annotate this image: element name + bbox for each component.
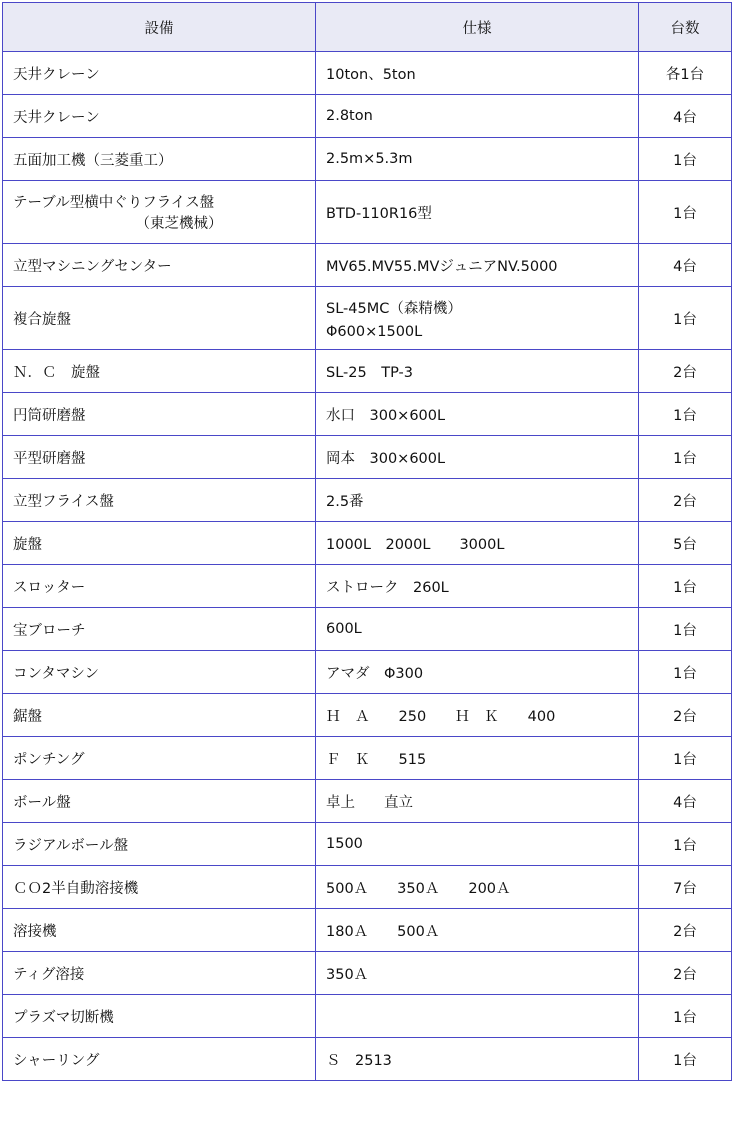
equipment-name: ＣＯ2半自動溶接機 bbox=[13, 880, 139, 897]
count-cell: 1台 bbox=[639, 651, 732, 694]
table-row bbox=[3, 694, 732, 737]
equipment-cell bbox=[3, 866, 316, 909]
equipment-name: 平型研磨盤 bbox=[13, 450, 86, 467]
header-count: 台数 bbox=[639, 3, 732, 52]
spec-line: 2.5m×5.3m bbox=[326, 151, 413, 167]
table-header-row bbox=[3, 3, 732, 52]
equipment-name: Ｎ．Ｃ 旋盤 bbox=[13, 364, 100, 381]
spec-cell bbox=[316, 393, 639, 436]
count-cell: 5台 bbox=[639, 522, 732, 565]
equipment-name: 五面加工機（三菱重工） bbox=[13, 152, 173, 169]
count-cell: 7台 bbox=[639, 866, 732, 909]
spec-cell bbox=[316, 995, 639, 1038]
count-cell: 4台 bbox=[639, 244, 732, 287]
count-cell: 2台 bbox=[639, 909, 732, 952]
count-cell: 各1台 bbox=[639, 52, 732, 95]
spec-cell bbox=[316, 436, 639, 479]
table-row bbox=[3, 393, 732, 436]
spec-cell bbox=[316, 479, 639, 522]
equipment-cell bbox=[3, 244, 316, 287]
equipment-name: テーブル型横中ぐりフライス盤 bbox=[13, 195, 215, 211]
equipment-cell bbox=[3, 995, 316, 1038]
equipment-name: 天井クレーン bbox=[13, 66, 100, 83]
equipment-name: 宝ブローチ bbox=[13, 622, 86, 639]
spec-cell bbox=[316, 522, 639, 565]
spec-line: 180Ａ 500Ａ bbox=[326, 923, 440, 940]
spec-cell bbox=[316, 909, 639, 952]
count-cell: 1台 bbox=[639, 608, 732, 651]
count-cell: 2台 bbox=[639, 694, 732, 737]
equipment-cell bbox=[3, 350, 316, 393]
table-row bbox=[3, 95, 732, 138]
equipment-cell bbox=[3, 651, 316, 694]
spec-line: 600L bbox=[326, 621, 362, 637]
equipment-cell bbox=[3, 479, 316, 522]
spec-line: アマダ Φ300 bbox=[326, 665, 424, 682]
count-cell: 2台 bbox=[639, 479, 732, 522]
spec-line: BTD-110R16型 bbox=[326, 205, 432, 222]
equipment-maker: （東芝機械） bbox=[135, 216, 223, 232]
count-cell: 1台 bbox=[639, 737, 732, 780]
spec-cell bbox=[316, 737, 639, 780]
table-row bbox=[3, 995, 732, 1038]
equipment-cell bbox=[3, 694, 316, 737]
table-row bbox=[3, 651, 732, 694]
equipment-name: 立型フライス盤 bbox=[13, 493, 114, 510]
table-row bbox=[3, 909, 732, 952]
spec-cell bbox=[316, 244, 639, 287]
equipment-cell bbox=[3, 1038, 316, 1081]
spec-line: 350Ａ bbox=[326, 966, 369, 983]
count-cell: 1台 bbox=[639, 995, 732, 1038]
equipment-name: 旋盤 bbox=[13, 536, 42, 553]
table-row bbox=[3, 479, 732, 522]
spec-cell bbox=[316, 866, 639, 909]
equipment-cell bbox=[3, 608, 316, 651]
table-row bbox=[3, 608, 732, 651]
spec-cell bbox=[316, 608, 639, 651]
table-row bbox=[3, 952, 732, 995]
equipment-name: 複合旋盤 bbox=[13, 311, 71, 328]
spec-cell bbox=[316, 952, 639, 995]
equipment-cell bbox=[3, 181, 316, 244]
equipment-name: プラズマ切断機 bbox=[13, 1009, 114, 1026]
equipment-cell bbox=[3, 565, 316, 608]
count-cell: 1台 bbox=[639, 287, 732, 350]
equipment-name: コンタマシン bbox=[13, 665, 100, 682]
table-body bbox=[3, 52, 732, 1081]
equipment-name: 鋸盤 bbox=[13, 708, 42, 725]
table-row bbox=[3, 436, 732, 479]
equipment-cell bbox=[3, 138, 316, 181]
count-cell: 2台 bbox=[639, 952, 732, 995]
equipment-cell bbox=[3, 95, 316, 138]
table-row bbox=[3, 866, 732, 909]
spec-line: ストローク 260L bbox=[326, 579, 449, 596]
spec-line: MV65.MV55.MVジュニアNV.5000 bbox=[326, 258, 558, 275]
equipment-name: 天井クレーン bbox=[13, 109, 100, 126]
spec-cell bbox=[316, 780, 639, 823]
spec-line: Ｆ Ｋ 515 bbox=[326, 751, 427, 768]
table-row bbox=[3, 287, 732, 350]
equipment-cell bbox=[3, 522, 316, 565]
count-cell: 1台 bbox=[639, 138, 732, 181]
spec-line: SL-25 TP-3 bbox=[326, 364, 413, 381]
table-row bbox=[3, 138, 732, 181]
table-row bbox=[3, 52, 732, 95]
table-row bbox=[3, 181, 732, 244]
spec-line: 10ton、5ton bbox=[326, 66, 416, 83]
table-row bbox=[3, 565, 732, 608]
spec-cell bbox=[316, 823, 639, 866]
count-cell: 1台 bbox=[639, 181, 732, 244]
table-row bbox=[3, 1038, 732, 1081]
equipment-name: ティグ溶接 bbox=[13, 966, 85, 983]
spec-line: SL-45MC（森精機） bbox=[326, 300, 462, 317]
equipment-name: 溶接機 bbox=[13, 923, 57, 940]
header-spec: 仕様 bbox=[316, 3, 639, 52]
count-cell: 1台 bbox=[639, 823, 732, 866]
spec-cell bbox=[316, 350, 639, 393]
spec-line: 岡本 300×600L bbox=[326, 450, 446, 467]
equipment-cell bbox=[3, 780, 316, 823]
spec-cell bbox=[316, 651, 639, 694]
spec-line: Ｈ Ａ 250 Ｈ Ｋ 400 bbox=[326, 708, 556, 725]
spec-cell bbox=[316, 181, 639, 244]
spec-cell bbox=[316, 565, 639, 608]
equipment-cell bbox=[3, 52, 316, 95]
count-cell: 4台 bbox=[639, 95, 732, 138]
count-cell: 4台 bbox=[639, 780, 732, 823]
count-cell: 1台 bbox=[639, 1038, 732, 1081]
table-row bbox=[3, 780, 732, 823]
spec-line: Φ600×1500L bbox=[326, 323, 423, 340]
equipment-cell bbox=[3, 436, 316, 479]
count-cell: 1台 bbox=[639, 393, 732, 436]
table-row bbox=[3, 522, 732, 565]
equipment-table bbox=[2, 2, 732, 1081]
spec-cell bbox=[316, 52, 639, 95]
spec-line: 1500 bbox=[326, 836, 363, 852]
count-cell: 1台 bbox=[639, 565, 732, 608]
equipment-name: ボール盤 bbox=[13, 794, 71, 811]
spec-line: 500Ａ 350Ａ 200Ａ bbox=[326, 880, 511, 897]
spec-cell bbox=[316, 138, 639, 181]
count-cell: 2台 bbox=[639, 350, 732, 393]
spec-line: 2.5番 bbox=[326, 493, 364, 510]
table-row bbox=[3, 350, 732, 393]
table-row bbox=[3, 244, 732, 287]
equipment-cell bbox=[3, 909, 316, 952]
header-equipment: 設備 bbox=[3, 3, 316, 52]
equipment-cell bbox=[3, 393, 316, 436]
equipment-cell bbox=[3, 287, 316, 350]
spec-line: 卓上 直立 bbox=[326, 794, 413, 811]
equipment-name: 立型マシニングセンター bbox=[13, 258, 172, 275]
spec-line: 水口 300×600L bbox=[326, 407, 446, 424]
equipment-cell bbox=[3, 952, 316, 995]
spec-cell bbox=[316, 287, 639, 350]
count-cell: 1台 bbox=[639, 436, 732, 479]
equipment-name: スロッター bbox=[13, 579, 86, 596]
table-row bbox=[3, 823, 732, 866]
spec-line: 1000L 2000L 3000L bbox=[326, 536, 505, 553]
equipment-cell bbox=[3, 737, 316, 780]
spec-cell bbox=[316, 95, 639, 138]
spec-line: Ｓ 2513 bbox=[326, 1052, 392, 1069]
spec-cell bbox=[316, 1038, 639, 1081]
equipment-name: 円筒研磨盤 bbox=[13, 407, 86, 424]
table-row bbox=[3, 737, 732, 780]
spec-cell bbox=[316, 694, 639, 737]
spec-line: 2.8ton bbox=[326, 108, 373, 124]
equipment-name: ラジアルボール盤 bbox=[13, 837, 129, 854]
equipment-name: シャーリング bbox=[13, 1052, 100, 1069]
equipment-name: ポンチング bbox=[13, 751, 85, 768]
equipment-cell bbox=[3, 823, 316, 866]
